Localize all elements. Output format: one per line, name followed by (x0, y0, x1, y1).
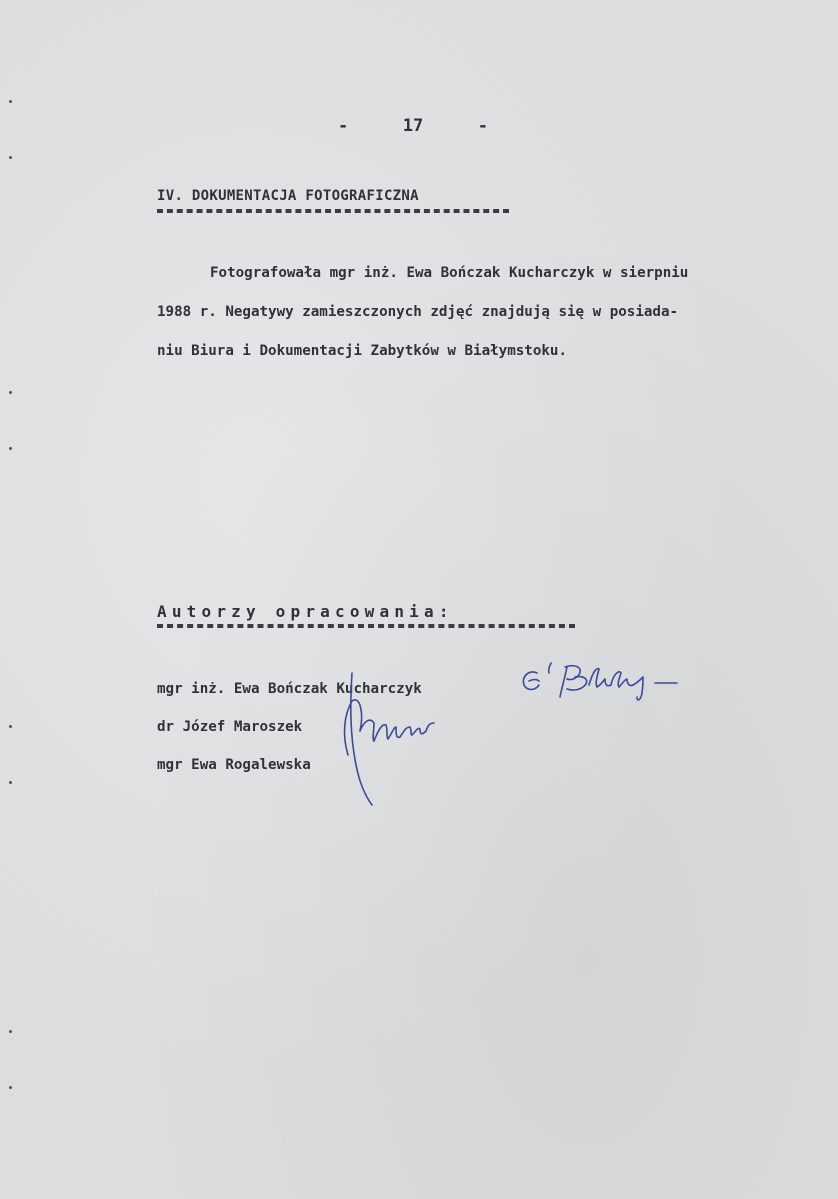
page-number-dash-right: - (477, 116, 488, 136)
authors-heading-underline (157, 624, 575, 628)
page-number-value: 17 (402, 116, 424, 136)
body-line: 1988 r. Negatywy zamieszczonych zdjęć znajdują się w posiada- (157, 304, 679, 320)
punch-hole-mark (9, 391, 12, 394)
punch-hole-mark (9, 781, 12, 784)
punch-hole-mark (9, 156, 12, 159)
author-name: mgr Ewa Rogalewska (157, 757, 311, 773)
author-name: dr Józef Maroszek (157, 719, 303, 735)
page-number-dash-left: - (338, 116, 349, 136)
punch-hole-mark (9, 447, 12, 450)
punch-hole-mark (9, 1086, 12, 1089)
body-paragraph (157, 254, 817, 371)
section-heading: IV. DOKUMENTACJA FOTOGRAFICZNA (157, 188, 419, 204)
section-heading-underline (157, 209, 509, 213)
body-line: niu Biura i Dokumentacji Zabytków w Białymstoku. (157, 343, 567, 359)
body-line: Fotografowała mgr inż. Ewa Bończak Kucharczyk w sierpniu (210, 265, 689, 281)
punch-hole-mark (9, 725, 12, 728)
author-name: mgr inż. Ewa Bończak Kucharczyk (157, 681, 422, 697)
handwritten-signature (330, 665, 450, 810)
page-number (338, 116, 488, 136)
handwritten-signature (515, 655, 765, 705)
authors-heading: Autorzy opracowania: (157, 602, 454, 621)
punch-hole-mark (9, 100, 12, 103)
punch-hole-mark (9, 1030, 12, 1033)
